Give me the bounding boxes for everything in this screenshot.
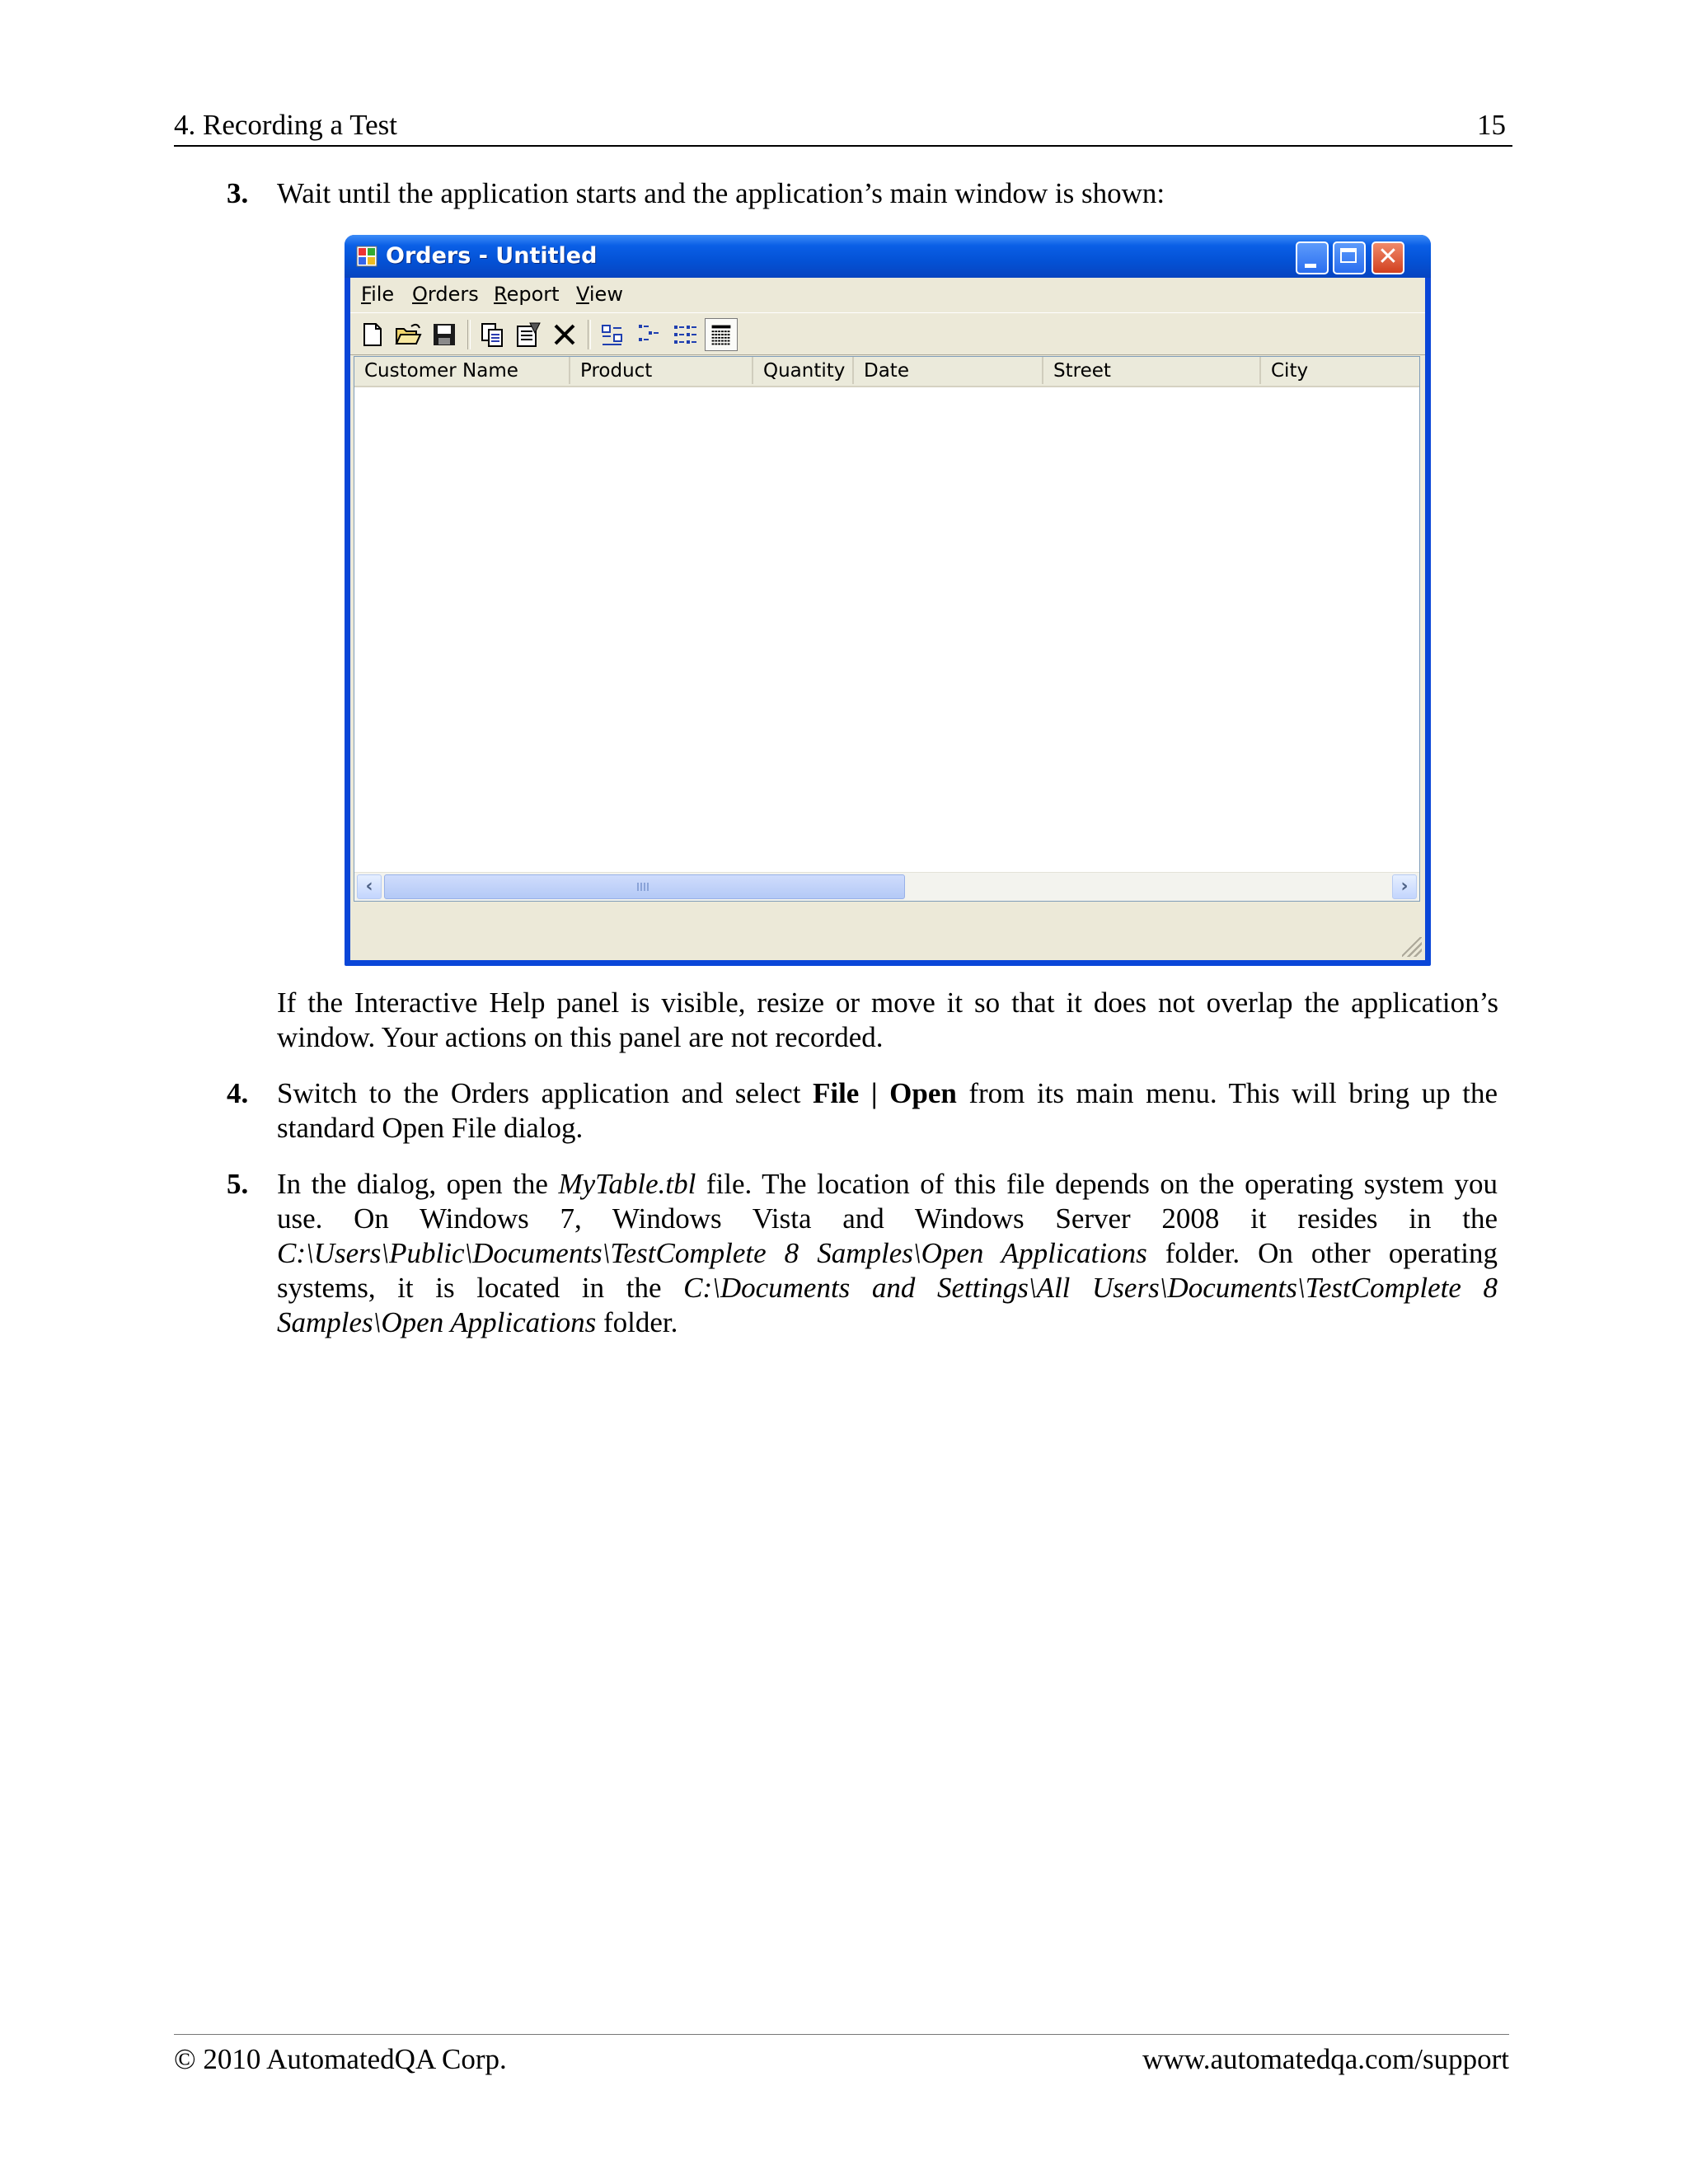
- step-number: 3.: [227, 177, 249, 209]
- grip-icon: [637, 883, 650, 891]
- menu-mnemonic: R: [494, 283, 507, 306]
- details-button[interactable]: [705, 318, 738, 351]
- support-link[interactable]: www.automatedqa.com/support: [1142, 2043, 1509, 2075]
- menu-label: rders: [427, 283, 479, 306]
- menu-mnemonic: O: [412, 283, 428, 306]
- menu-report[interactable]: [494, 283, 560, 306]
- close-button[interactable]: [1372, 241, 1404, 274]
- folder-path: C:\Documents and Settings\All Users\Documents\TestComplete 8 Samples\Open Applications: [277, 1272, 1498, 1338]
- column-quantity[interactable]: Quantity: [753, 357, 854, 384]
- large-icons-icon: [596, 318, 629, 351]
- step-number: 5.: [227, 1168, 249, 1200]
- copy-icon: [476, 318, 509, 351]
- step-4: [227, 1076, 1498, 1146]
- list-icon: [668, 318, 701, 351]
- scroll-left-button[interactable]: [357, 874, 382, 899]
- properties-icon: [512, 318, 545, 351]
- page-header: [174, 105, 1512, 147]
- menu-file[interactable]: [361, 283, 394, 306]
- page-footer: [174, 2034, 1509, 2075]
- step-text: [277, 1076, 1498, 1146]
- column-product[interactable]: Product: [570, 357, 753, 384]
- toolbar-separator: [588, 320, 591, 349]
- menu-mnemonic: V: [576, 283, 589, 306]
- menu-orders[interactable]: [412, 283, 479, 306]
- text-run: Switch to the Orders application and select: [277, 1077, 813, 1109]
- horizontal-scrollbar[interactable]: [354, 872, 1419, 901]
- toolbar-separator: [467, 320, 471, 349]
- copy-button[interactable]: [476, 318, 509, 351]
- text-run: file. The location of this file depends on the operating system you use. On Windows 7, Windows Vista and Windows Server 2008 it resides in the: [277, 1168, 1498, 1235]
- window-title: Orders - Untitled: [386, 243, 598, 269]
- menu-mnemonic: F: [361, 283, 372, 306]
- small-icons-icon: [632, 318, 665, 351]
- text-run: folder. On other operating systems, it is located in the: [277, 1237, 1498, 1304]
- column-street[interactable]: Street: [1043, 357, 1261, 384]
- list-button[interactable]: [668, 318, 701, 351]
- minimize-button[interactable]: [1296, 241, 1329, 274]
- maximize-icon: [1340, 248, 1357, 263]
- chevron-left-icon: ‹: [365, 876, 373, 897]
- folder-path: C:\Users\Public\Documents\TestComplete 8 Samples\Open Applications: [277, 1237, 1147, 1269]
- step-3: [227, 176, 1498, 211]
- window-titlebar[interactable]: [345, 235, 1431, 278]
- step-text: [277, 1167, 1498, 1340]
- column-header-row: [354, 357, 1419, 387]
- menu-bar: [350, 278, 1425, 311]
- delete-button[interactable]: [548, 318, 581, 351]
- close-icon: ✕: [1377, 242, 1399, 271]
- window-client-area: [350, 278, 1425, 960]
- menu-label: eport: [506, 283, 560, 306]
- small-icons-button[interactable]: [632, 318, 665, 351]
- orders-list[interactable]: [354, 356, 1420, 902]
- text-run: In the dialog, open the: [277, 1168, 559, 1200]
- chevron-right-icon: ›: [1400, 876, 1409, 897]
- text-run: folder.: [596, 1306, 678, 1338]
- size-grip-icon[interactable]: [1402, 937, 1422, 957]
- menu-view[interactable]: [576, 283, 623, 306]
- open-icon: [392, 318, 424, 351]
- column-customer-name[interactable]: Customer Name: [354, 357, 570, 384]
- column-date[interactable]: Date: [854, 357, 1043, 384]
- maximize-button[interactable]: [1333, 241, 1366, 274]
- new-icon: [355, 318, 388, 351]
- menu-command: File | Open: [812, 1077, 957, 1109]
- note-paragraph: If the Interactive Help panel is visible, resize or move it so that it does not overlap the application’s window. Your actions on this panel are not recorded.: [277, 987, 1498, 1053]
- step-5: [227, 1167, 1498, 1340]
- details-icon: [706, 319, 737, 350]
- delete-icon: [548, 318, 581, 351]
- app-icon: [356, 246, 377, 267]
- minimize-icon: [1305, 264, 1316, 268]
- page-number: 15: [1477, 109, 1506, 141]
- file-name: MyTable.tbl: [558, 1168, 696, 1200]
- step-number: 4.: [227, 1077, 249, 1109]
- save-button[interactable]: [428, 318, 461, 351]
- save-icon: [428, 318, 461, 351]
- large-icons-button[interactable]: [596, 318, 629, 351]
- status-bar: [350, 911, 1425, 960]
- orders-window: [345, 235, 1431, 966]
- open-button[interactable]: [392, 318, 424, 351]
- menu-label: iew: [588, 283, 623, 306]
- new-button[interactable]: [355, 318, 388, 351]
- scroll-thumb[interactable]: [384, 874, 905, 899]
- menu-label: ile: [371, 283, 395, 306]
- scroll-right-button[interactable]: [1392, 874, 1417, 899]
- toolbar: [350, 312, 1425, 355]
- text-run: from its main menu. This will bring up the standard Open File dialog.: [277, 1077, 1498, 1144]
- step-text: Wait until the application starts and the application’s main window is shown:: [277, 177, 1165, 209]
- column-city[interactable]: City: [1271, 360, 1309, 382]
- copyright: © 2010 AutomatedQA Corp.: [174, 2043, 507, 2075]
- properties-button[interactable]: [512, 318, 545, 351]
- section-title: 4. Recording a Test: [174, 109, 398, 141]
